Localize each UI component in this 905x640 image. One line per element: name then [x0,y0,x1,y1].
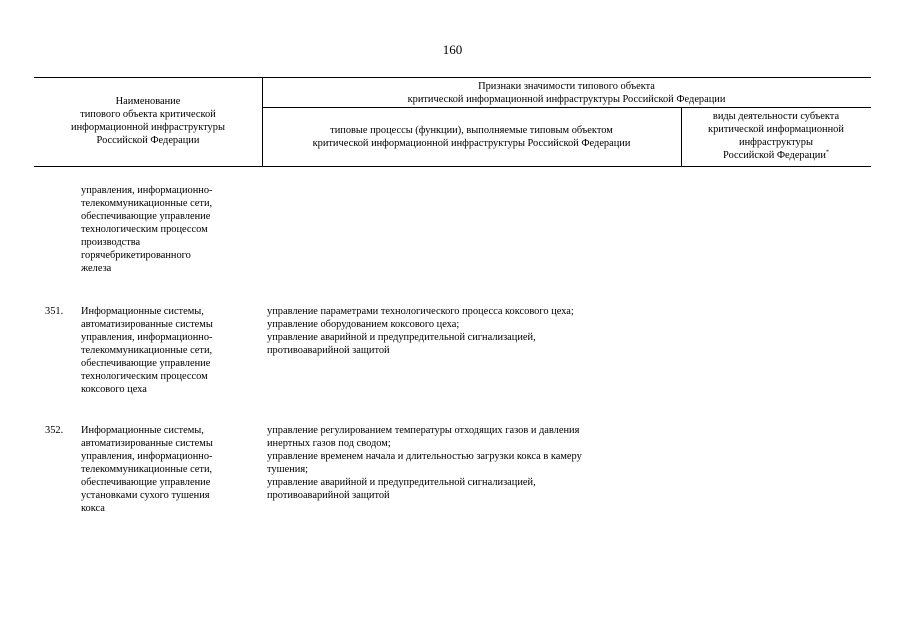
header-col-activities-line: виды деятельности субъекта [712,111,840,122]
row-object-name-line: производства [81,237,141,248]
row-object-name-line: технологическим процессом [81,224,208,235]
header-group-title [262,80,871,106]
row-object-name-line: обеспечивающие управление [81,477,211,488]
row-process-line: управление аварийной и предупредительной сигнализацией, [267,332,536,343]
row-object-name-line: управления, информационно- [81,332,213,343]
row-process-line: управление аварийной и предупредительной сигнализацией, [267,477,536,488]
row-object-name-line: управления, информационно- [81,451,213,462]
row-object-name-line: технологическим процессом [81,371,208,382]
row-object-name-line: установками сухого тушения [81,490,210,501]
header-col-activities-line: инфраструктуры [739,137,813,148]
row-processes [267,424,677,502]
row-object-name [81,305,259,396]
row-process-line: противоаварийной защитой [267,345,390,356]
row-processes [267,305,677,357]
row-object-name-line: телекоммуникационные сети, [81,198,213,209]
header-top-border [34,77,871,78]
header-col-name-line: информационной инфраструктуры [71,122,225,133]
row-process-line: противоаварийной защитой [267,490,390,501]
row-object-name-line: кокса [81,503,105,514]
row-object-name-line: железа [81,263,112,274]
page-number: 160 [442,42,463,57]
row-object-name-line: обеспечивающие управление [81,211,211,222]
row-object-name-line: Информационные системы, [81,425,204,436]
row-object-name-line: коксового цеха [81,384,147,395]
row-object-name [81,424,259,515]
row-object-name [81,184,259,275]
row-process-line: тушения; [267,464,308,475]
header-col-name-line: типового объекта критической [80,109,216,120]
row-process-line: управление регулированием температуры отходящих газов и давления [267,425,580,436]
row-object-name-line: обеспечивающие управление [81,358,211,369]
header-col-processes [262,124,681,150]
header-col-processes-line: типовые процессы (функции), выполняемые типовым объектом [330,125,613,136]
row-object-name-line: телекоммуникационные сети, [81,345,213,356]
row-object-name-line: управления, информационно- [81,185,213,196]
row-number: 352. [45,425,64,436]
row-object-name-line: горячебрикетированного [81,250,191,261]
header-col-name-line: Наименование [115,96,181,107]
row-number: 351. [45,306,64,317]
header-subdivider [262,107,871,108]
header-col-name-line: Российской Федерации [96,135,200,146]
row-object-name-line: телекоммуникационные сети, [81,464,213,475]
header-group-title-line: критической информационной инфраструктуры Российской Федерации [407,94,726,105]
header-col-activities [681,110,871,162]
row-object-name-line: автоматизированные системы [81,319,213,330]
row-process-line: управление оборудованием коксового цеха; [267,319,460,330]
header-col-processes-line: критической информационной инфраструктуры Российской Федерации [312,138,631,149]
row-object-name-line: Информационные системы, [81,306,204,317]
row-object-name-line: автоматизированные системы [81,438,213,449]
header-bottom-border [34,166,871,167]
header-col-activities-line: критической информационной [708,124,844,135]
row-process-line: инертных газов под сводом; [267,438,391,449]
footnote-mark: * [825,149,829,156]
row-process-line: управление параметрами технологического процесса коксового цеха; [267,306,574,317]
header-col-activities-line [681,149,871,162]
header-col-activities-line-text: Российской Федерации [723,150,826,161]
header-group-title-line: Признаки значимости типового объекта [478,81,655,92]
header-col-name [34,95,262,147]
row-process-line: управление временем начала и длительностью загрузки кокса в камеру [267,451,582,462]
